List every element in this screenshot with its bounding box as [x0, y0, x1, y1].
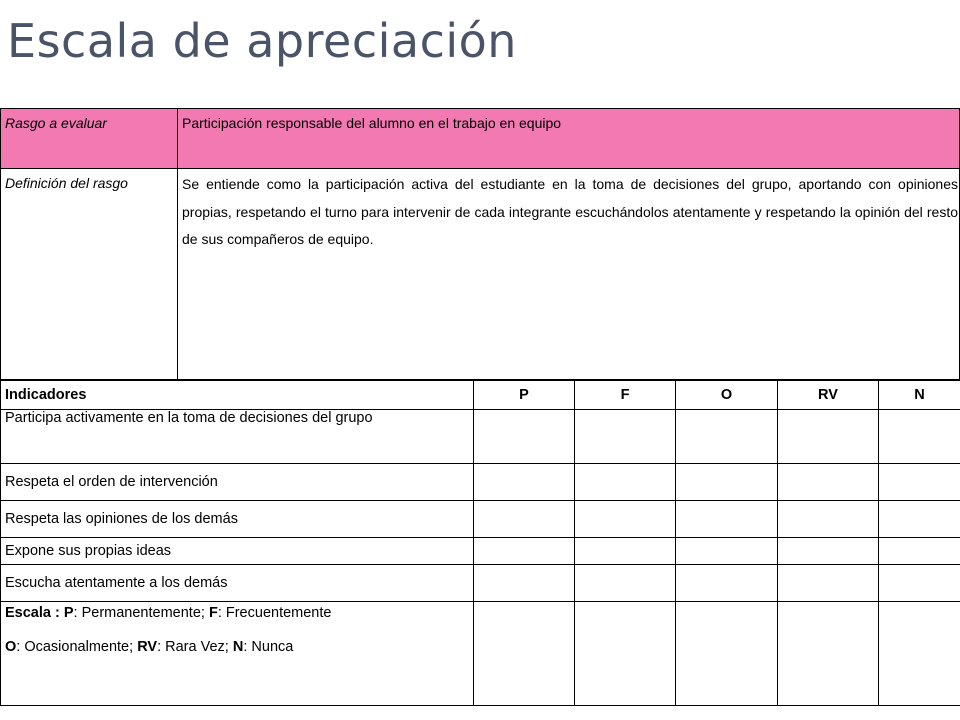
scale-legend-line-1: Escala : P: Permanentemente; F: Frecuentemente — [5, 605, 332, 621]
rating-cell-rv[interactable] — [778, 501, 879, 538]
rating-cell-f[interactable] — [575, 565, 676, 602]
definition-row — [1, 169, 960, 380]
indicators-header-row — [1, 381, 960, 410]
trait-label: Rasgo a evaluar — [1, 109, 178, 169]
rating-cell-f[interactable] — [575, 602, 676, 706]
scale-text-o: Ocasionalmente — [24, 639, 130, 655]
rating-cell-o[interactable] — [676, 410, 778, 464]
rating-cell-p[interactable] — [474, 410, 575, 464]
column-header-n: N — [879, 381, 960, 410]
indicator-label: Participa activamente en la toma de decisiones del grupo — [1, 410, 474, 464]
scale-code-f: F — [208, 605, 218, 621]
rating-cell-n[interactable] — [879, 464, 960, 501]
indicator-row — [1, 501, 960, 538]
trait-value: Participación responsable del alumno en el trabajo en equipo — [178, 109, 960, 169]
rating-cell-o[interactable] — [676, 501, 778, 538]
scale-label: Escala : — [5, 605, 60, 621]
rating-cell-rv[interactable] — [778, 538, 879, 565]
scale-text-f: Frecuentemente — [225, 605, 332, 621]
trait-row — [1, 109, 960, 169]
rating-cell-rv[interactable] — [778, 410, 879, 464]
column-header-p: P — [474, 381, 575, 410]
rating-cell-f[interactable] — [575, 501, 676, 538]
scale-text-n: Nunca — [251, 639, 294, 655]
definition-label: Definición del rasgo — [1, 169, 178, 380]
rating-cell-f[interactable] — [575, 410, 676, 464]
rating-cell-o[interactable] — [676, 538, 778, 565]
rating-cell-p[interactable] — [474, 602, 575, 706]
rating-cell-rv[interactable] — [778, 602, 879, 706]
rating-cell-f[interactable] — [575, 464, 676, 501]
scale-code-n: N — [232, 639, 244, 655]
scale-code-o: O — [5, 639, 17, 655]
rating-cell-f[interactable] — [575, 538, 676, 565]
scale-text-p: Permanentemente — [81, 605, 201, 621]
scale-code-rv: RV — [137, 639, 158, 655]
scale-code-p: P — [63, 605, 74, 621]
indicator-row — [1, 565, 960, 602]
rating-cell-p[interactable] — [474, 464, 575, 501]
rating-cell-n[interactable] — [879, 538, 960, 565]
page-title: Escala de apreciación — [7, 14, 517, 68]
rating-cell-rv[interactable] — [778, 464, 879, 501]
column-header-rv: RV — [778, 381, 879, 410]
rating-cell-o[interactable] — [676, 602, 778, 706]
trait-definition-table — [0, 108, 960, 380]
indicator-row — [1, 410, 960, 464]
scale-text-rv: Rara Vez — [165, 639, 225, 655]
rating-cell-n[interactable] — [879, 501, 960, 538]
rating-cell-p[interactable] — [474, 501, 575, 538]
scale-legend-line-2: O: Ocasionalmente; RV: Rara Vez; N: Nunca — [5, 639, 294, 655]
definition-value: Se entiende como la participación activa del estudiante en la toma de decisiones del grupo, aportando con opiniones propias, respetando el turno para intervenir de cada integrante escuchándolos atentamente y respetando la opinión del resto de sus compañeros de equipo. — [178, 169, 960, 380]
indicator-label: Respeta las opiniones de los demás — [1, 501, 474, 538]
indicator-label: Escucha atentamente a los demás — [1, 565, 474, 602]
indicators-header: Indicadores — [1, 381, 474, 410]
scale-legend — [1, 602, 474, 706]
rating-cell-o[interactable] — [676, 565, 778, 602]
indicator-label: Respeta el orden de intervención — [1, 464, 474, 501]
indicator-row — [1, 464, 960, 501]
indicators-table — [0, 380, 960, 706]
column-header-f: F — [575, 381, 676, 410]
rating-cell-p[interactable] — [474, 565, 575, 602]
rating-cell-n[interactable] — [879, 565, 960, 602]
rating-cell-n[interactable] — [879, 410, 960, 464]
rating-cell-rv[interactable] — [778, 565, 879, 602]
rating-cell-p[interactable] — [474, 538, 575, 565]
column-header-o: O — [676, 381, 778, 410]
indicator-row — [1, 538, 960, 565]
indicator-label: Expone sus propias ideas — [1, 538, 474, 565]
rating-cell-n[interactable] — [879, 602, 960, 706]
scale-legend-row — [1, 602, 960, 706]
rating-cell-o[interactable] — [676, 464, 778, 501]
